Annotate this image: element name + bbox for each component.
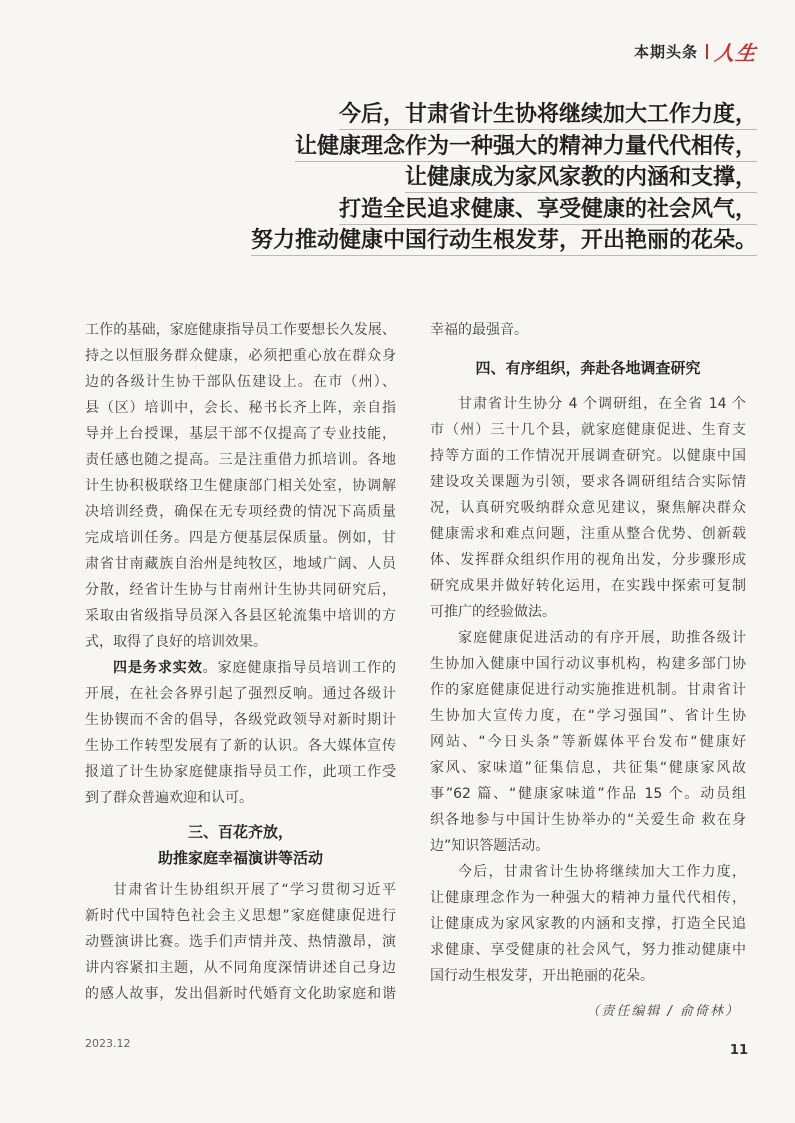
pull-quote-text: 打造全民追求健康、享受健康的社会风气， (339, 196, 757, 225)
body-line: 国行动生根发芽，开出艳丽的花朵。 (430, 968, 654, 984)
body-line: 边”知识答题活动。 (430, 838, 550, 854)
paragraph (430, 391, 746, 625)
body-line-text: 。家庭健康指导员培训工作的 (202, 660, 397, 676)
paragraph (85, 655, 396, 811)
paragraph (430, 625, 746, 859)
body-line: 求健康、享受健康的社会风气，努力推动健康中 (430, 942, 746, 958)
body-line: 作的家庭健康促进行动实施推进机制。甘肃省计 (430, 682, 746, 698)
editor-credit: （责任编辑 / 俞倚林） (586, 1004, 740, 1019)
running-header (634, 38, 757, 64)
pull-quote-text: 让健康理念作为一种强大的精神力量代代相传， (295, 133, 757, 162)
body-line: 网站、“今日头条”等新媒体平台发布“健康好 (430, 734, 746, 750)
body-line: 研究成果并做好转化运用，在实践中探索可复制 (430, 578, 746, 594)
pull-quote-text: 努力推动健康中国行动生根发芽，开出艳丽的花朵。 (251, 227, 757, 256)
brand-logo-text: 人生 (713, 40, 759, 65)
body-line: 让健康理念作为一种强大的精神力量代代相传， (430, 890, 746, 906)
body-line: 持之以恒服务群众健康，必须把重心放在群众身 (85, 348, 396, 364)
header-separator (706, 44, 708, 59)
body-line: 健康需求和难点问题，注重从整合优势、创新载 (430, 526, 746, 542)
body-line: 生协加大宣传力度，在“学习强国”、省计生协 (430, 708, 746, 724)
paragraph-continuation (85, 681, 396, 811)
paragraph (85, 317, 396, 655)
body-line: 况，认真研究吸纳群众意见建议，聚焦解决群众 (430, 500, 746, 516)
body-line: 动暨演讲比赛。选手们声情并茂、热情激昂，演 (85, 934, 396, 950)
body-line: 开展，在社会各界引起了强烈反响。通过各级计 (85, 686, 396, 702)
body-line: 到了群众普遍欢迎和认可。 (85, 790, 253, 806)
body-line: 家庭健康促进活动的有序开展，助推各级计 (458, 630, 746, 646)
body-line: 甘肃省计生协分 4 个调研组，在全省 14 个 (458, 396, 746, 412)
footer-date: 2023.12 (85, 1037, 131, 1050)
right-column (430, 317, 746, 1025)
body-line: 织各地参与中国计生协举办的“关爱生命 救在身 (430, 812, 746, 828)
body-line: 采取由省级指导员深入各县区轮流集中培训的方 (85, 608, 396, 624)
section-heading-line: 三、百花齐放， (187, 823, 293, 841)
body-line: 体、发挥群众组织作用的视角出发，分步骤形成 (430, 552, 746, 568)
body-line: 事”62 篇、“健康家味道”作品 15 个。动员组 (430, 786, 746, 802)
body-line: 工作的基础，家庭健康指导员工作要想长久发展、 (85, 322, 396, 338)
body-line: 生协锲而不舍的倡导，各级党政领导对新时期计 (85, 712, 396, 728)
body-line: 的感人故事，发出倡新时代婚育文化助家庭和谐 (85, 986, 396, 1002)
pull-quote-text: 今后，甘肃省计生协将继续加大工作力度， (339, 101, 757, 130)
section-heading (85, 819, 396, 871)
body-line: 生协工作转型发展有了新的认识。各大媒体宣传 (85, 738, 396, 754)
body-line: 讲内容紧扣主题，从不同角度深情讲述自己身边 (85, 960, 396, 976)
body-line: 持等方面的工作情况开展调查研究。以健康中国 (430, 448, 746, 464)
section-label: 本期头条 (633, 42, 698, 61)
body-line (85, 655, 396, 681)
left-column (85, 317, 396, 1007)
paragraph (430, 859, 746, 989)
body-line: 幸福的最强音。 (430, 322, 528, 338)
section-heading: 四、有序组织，奔赴各地调查研究 (475, 359, 701, 377)
body-line: 建设攻关课题为引领，要求各调研组结合实际情 (430, 474, 746, 490)
body-line: 甘肃省计生协组织开展了“学习贯彻习近平 (113, 882, 396, 898)
pull-quote-line (197, 133, 757, 165)
body-line: 让健康成为家风家教的内涵和支撑，打造全民追 (430, 916, 746, 932)
paragraph (430, 317, 746, 343)
body-line: 肃省甘南藏族自治州是纯牧区，地域广阔、人员 (85, 556, 396, 572)
body-line: 责任感也随之提高。三是注重借力抓培训。各地 (85, 452, 396, 468)
body-line: 式，取得了良好的培训效果。 (85, 634, 267, 650)
body-line: 市（州）三十几个县，就家庭健康促进、生育支 (430, 422, 746, 438)
body-line: 完成培训任务。四是方便基层保质量。例如，甘 (85, 530, 396, 546)
body-line: 报道了计生协家庭健康指导员工作，此项工作受 (85, 764, 396, 780)
body-line: 新时代中国特色社会主义思想”家庭健康促进行 (85, 908, 396, 924)
body-line: 导并上台授课，基层干部不仅提高了专业技能， (85, 426, 396, 442)
body-line: 可推广的经验做法。 (430, 604, 556, 620)
pull-quote-line (197, 164, 757, 196)
section-heading-line: 助推家庭幸福演讲等活动 (157, 849, 323, 867)
body-line: 决培训经费，确保在无专项经费的情况下高质量 (85, 504, 396, 520)
paragraph (85, 877, 396, 1007)
lead-in-phrase: 四是务求实效 (113, 660, 203, 676)
body-line: 今后，甘肃省计生协将继续加大工作力度， (458, 864, 746, 880)
body-line: 计生协积极联络卫生健康部门相关处室，协调解 (85, 478, 396, 494)
body-line: 县（区）培训中，会长、秘书长齐上阵，亲自指 (85, 400, 396, 416)
pull-quote-line (197, 196, 757, 228)
pull-quote-line (197, 101, 757, 133)
body-line: 分散，经省计生协与甘南州计生协共同研究后， (85, 582, 396, 598)
body-line: 边的各级计生协干部队伍建设上。在市（州）、 (85, 374, 396, 390)
pull-quote (197, 101, 757, 259)
pull-quote-text: 让健康成为家风家教的内涵和支撑， (405, 164, 757, 193)
page-number: 11 (729, 1043, 748, 1058)
body-line: 生协加入健康中国行动议事机构，构建多部门协 (430, 656, 746, 672)
pull-quote-line (197, 227, 757, 259)
body-line: 家风、家味道”征集信息，共征集“健康家风故 (430, 760, 746, 776)
